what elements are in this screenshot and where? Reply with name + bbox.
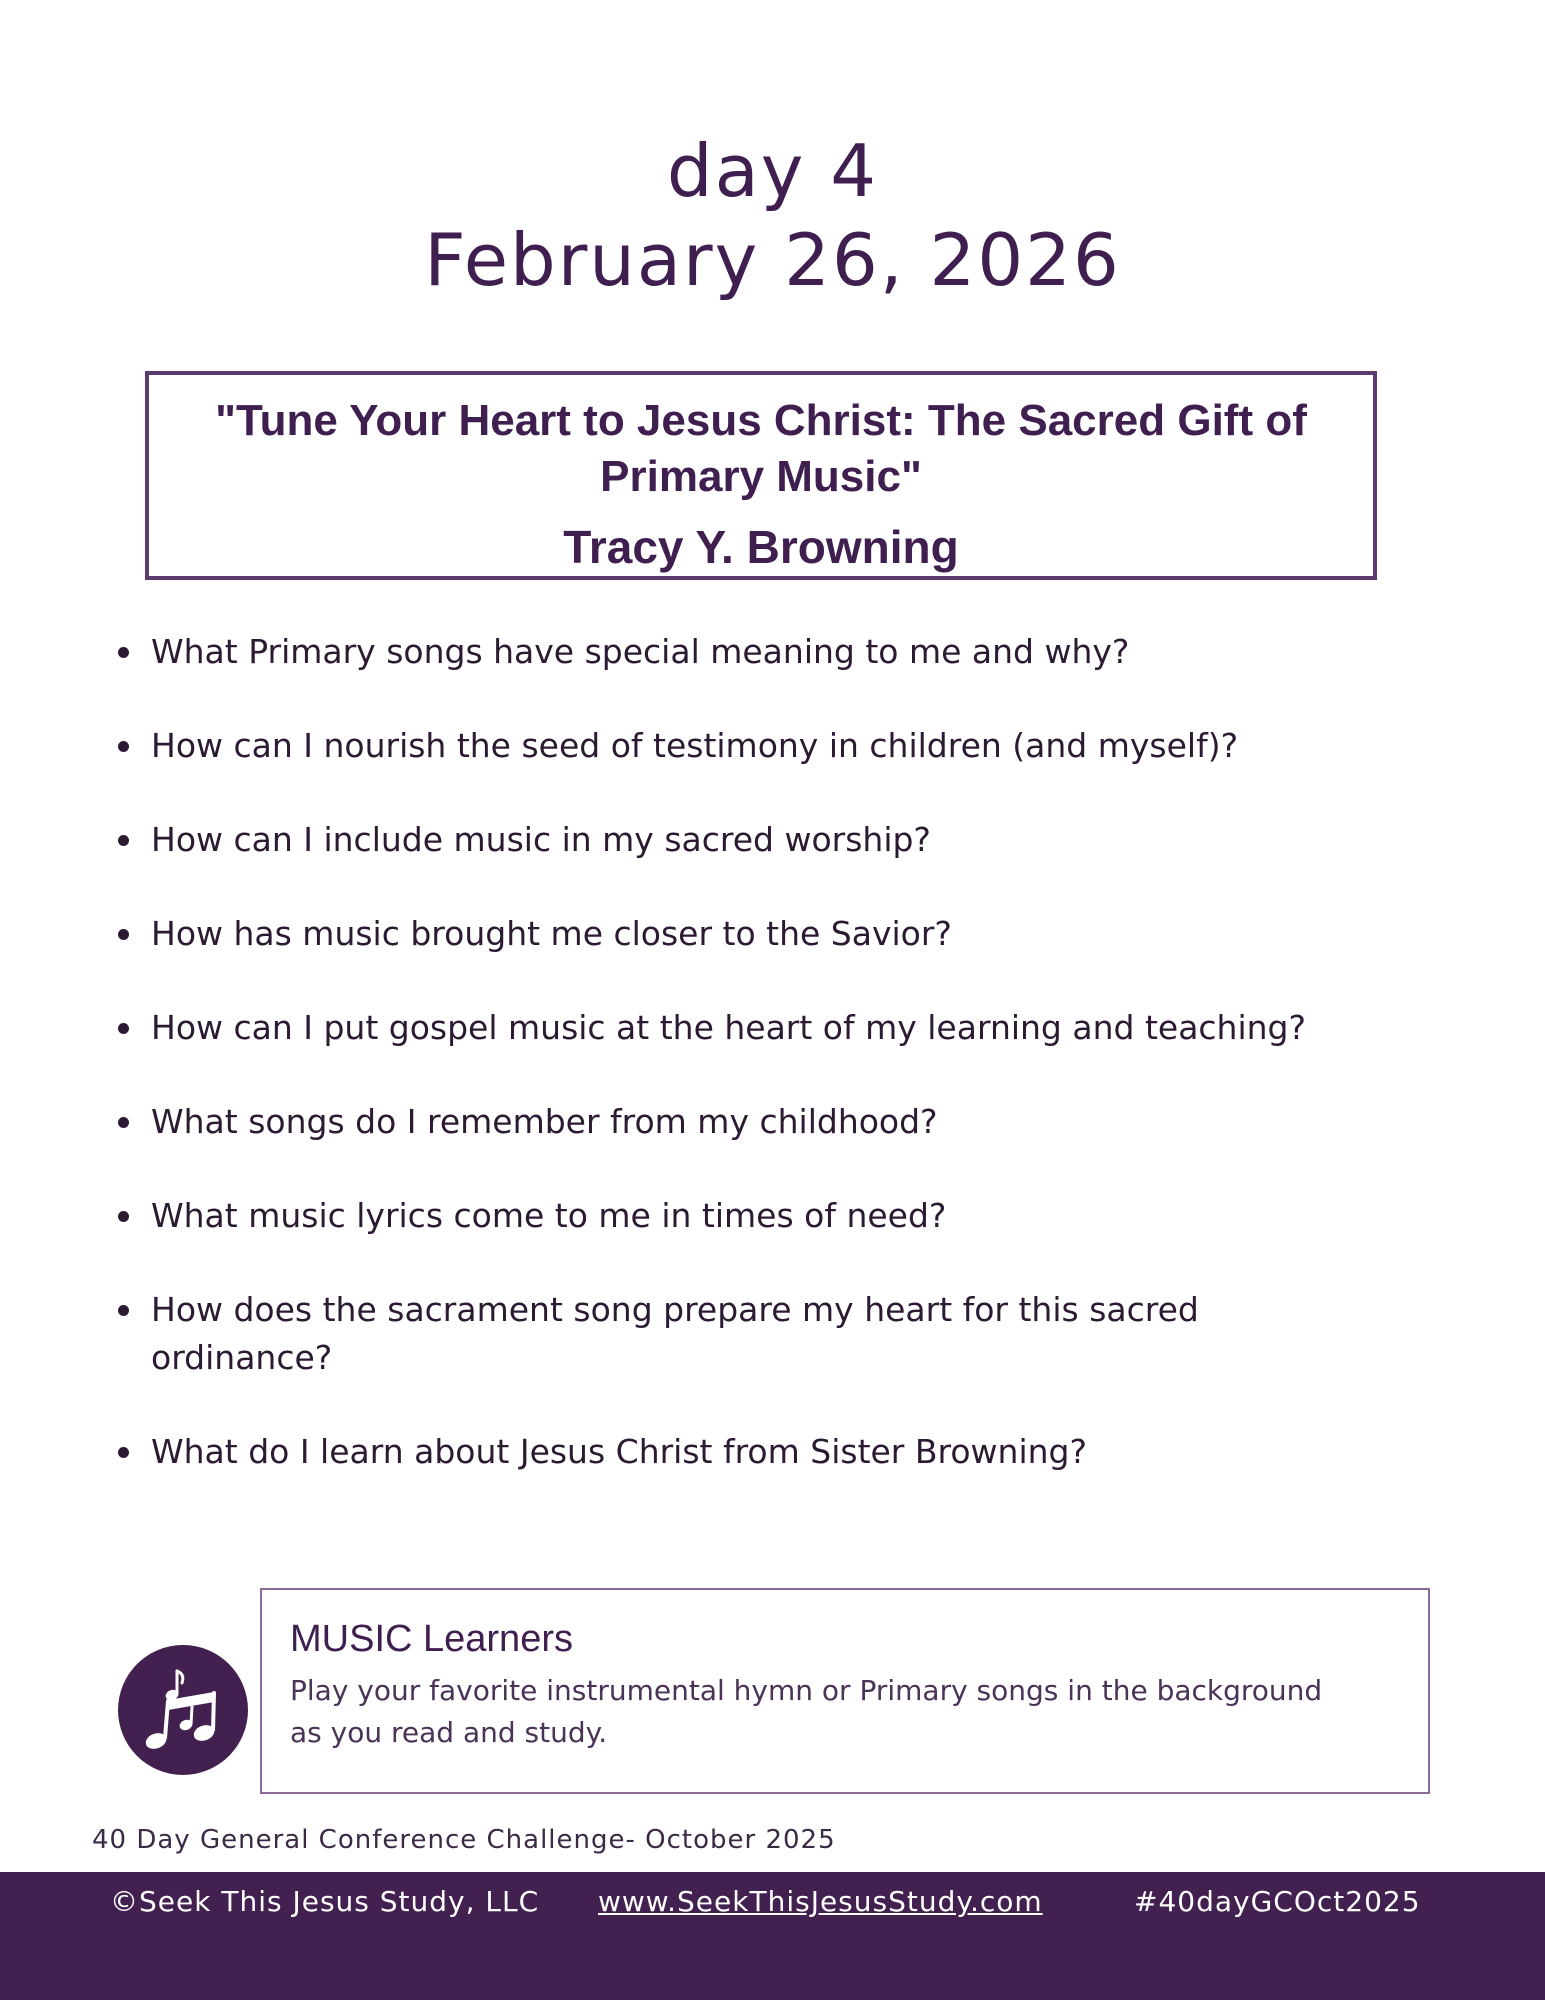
question-text: How can I include music in my sacred worship?: [151, 820, 931, 859]
bullet-icon: [118, 835, 129, 846]
question-text: What songs do I remember from my childhood?: [151, 1102, 938, 1141]
question-item: [108, 1004, 1408, 1052]
bullet-icon: [118, 1211, 129, 1222]
question-text: How does the sacrament song prepare my heart for this sacred ordinance?: [151, 1290, 1199, 1377]
challenge-caption: 40 Day General Conference Challenge- October 2025: [92, 1825, 836, 1855]
question-item: [108, 722, 1408, 770]
bullet-icon: [118, 741, 129, 752]
bullet-icon: [118, 1305, 129, 1316]
music-learners-box: [260, 1588, 1430, 1794]
question-item: [108, 816, 1408, 864]
question-item: [108, 1428, 1408, 1476]
music-notes-graphic: [118, 1645, 248, 1775]
question-text: What do I learn about Jesus Christ from Sister Browning?: [151, 1432, 1087, 1471]
music-notes-icon: [118, 1645, 248, 1775]
bullet-icon: [118, 647, 129, 658]
bullet-icon: [118, 1117, 129, 1128]
question-text: What Primary songs have special meaning to me and why?: [151, 632, 1130, 671]
bullet-icon: [118, 1447, 129, 1458]
music-learners-title: MUSIC Learners: [290, 1618, 573, 1660]
footer-website-link[interactable]: www.SeekThisJesusStudy.com: [598, 1885, 1043, 1918]
date-heading: February 26, 2026: [424, 218, 1121, 302]
talk-title: "Tune Your Heart to Jesus Christ: The Sacred Gift of Primary Music": [215, 396, 1307, 501]
bullet-icon: [118, 929, 129, 940]
question-text: How has music brought me closer to the Savior?: [151, 914, 952, 953]
bullet-icon: [118, 1023, 129, 1034]
question-item: [108, 1286, 1331, 1382]
talk-speaker: Tracy Y. Browning: [563, 521, 959, 573]
question-text: What music lyrics come to me in times of need?: [151, 1196, 947, 1235]
question-item: [108, 910, 1408, 958]
question-item: [108, 628, 1408, 676]
question-text: How can I nourish the seed of testimony in children (and myself)?: [151, 726, 1239, 765]
question-item: [108, 1192, 1408, 1240]
footer-hashtag: #40dayGCOct2025: [1134, 1885, 1421, 1918]
question-text: How can I put gospel music at the heart of my learning and teaching?: [151, 1008, 1307, 1047]
talk-box: [145, 371, 1377, 580]
day-heading: day 4: [666, 129, 879, 213]
question-list: [108, 628, 1408, 1522]
question-item: [108, 1098, 1408, 1146]
music-learners-text: Play your favorite instrumental hymn or Primary songs in the background as you read and study.: [290, 1674, 1323, 1749]
footer-copyright: ©Seek This Jesus Study, LLC: [110, 1885, 540, 1918]
